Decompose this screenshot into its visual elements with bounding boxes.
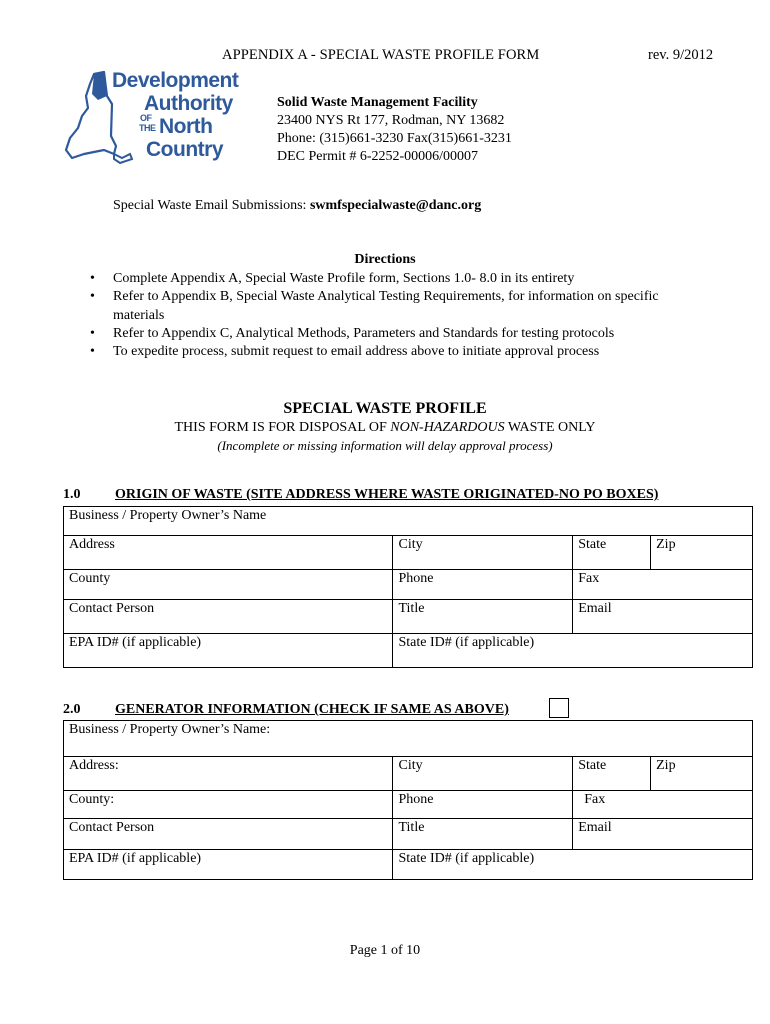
section-1-title: ORIGIN OF WASTE (SITE ADDRESS WHERE WASTE ORIGINATED-NO PO BOXES) [115,487,659,502]
email-field[interactable]: Email [573,819,753,850]
zip-field[interactable]: Zip [651,536,753,570]
epa-id-field[interactable]: EPA ID# (if applicable) [64,850,393,880]
address-field[interactable]: Address [64,536,393,570]
county-field[interactable]: County [64,570,393,600]
list-item: • Refer to Appendix B, Special Waste Analytical Testing Requirements, for information on specific materials [90,289,659,323]
fax-field[interactable]: Fax [573,791,753,819]
email-submissions [113,198,481,214]
bullet-icon: • [90,344,95,360]
logo-line-the: THE [139,123,156,133]
section-2-table [63,720,753,880]
zip-field[interactable]: Zip [651,757,753,791]
directions-heading: Directions [354,252,416,267]
title-field[interactable]: Title [393,819,573,850]
contact-person-field[interactable]: Contact Person [64,819,393,850]
state-id-field[interactable]: State ID# (if applicable) [393,850,753,880]
page-number: Page 1 of 10 [349,943,421,958]
state-id-field[interactable]: State ID# (if applicable) [393,634,753,668]
profile-subtitle: THIS FORM IS FOR DISPOSAL OF NON-HAZARDOUS WASTE ONLY [174,420,596,435]
city-field[interactable]: City [393,757,573,791]
city-field[interactable]: City [393,536,573,570]
logo-line-development: Development [112,69,239,92]
county-field[interactable]: County: [64,791,393,819]
list-item: • Complete Appendix A, Special Waste Profile form, Sections 1.0- 8.0 in its entirety [90,270,690,288]
facility-name: Solid Waste Management Facility [277,95,478,110]
facility-permit: DEC Permit # 6-2252-00006/00007 [277,149,479,164]
logo-line-country: Country [146,138,223,161]
section-2-heading [63,702,509,718]
bullet-icon: • [90,271,95,286]
email-label: Special Waste Email Submissions: [113,198,310,213]
state-field[interactable]: State [573,536,651,570]
section-1-heading [63,487,658,503]
phone-field[interactable]: Phone [393,570,573,600]
phone-field[interactable]: Phone [393,791,573,819]
email-field[interactable]: Email [573,600,753,634]
title-field[interactable]: Title [393,600,573,634]
facility-address: 23400 NYS Rt 177, Rodman, NY 13682 [277,113,505,128]
revision-label: rev. 9/2012 [648,47,714,63]
section-2-title: GENERATOR INFORMATION (CHECK IF SAME AS ABOVE) [115,702,509,717]
email-address[interactable]: swmfspecialwaste@danc.org [309,198,482,213]
section-2-number: 2.0 [63,702,81,717]
state-field[interactable]: State [573,757,651,791]
facility-info [277,94,512,166]
bullet-icon: • [90,325,95,341]
logo-line-north: North [159,115,213,138]
profile-note: (Incomplete or missing information will delay approval process) [217,438,553,453]
danc-logo [64,66,239,176]
owner-name-field[interactable]: Business / Property Owner’s Name [64,507,753,536]
same-as-above-checkbox[interactable] [549,698,569,718]
contact-person-field[interactable]: Contact Person [64,600,393,634]
fax-field[interactable]: Fax [573,570,753,600]
directions-list [90,270,690,361]
facility-phone: Phone: (315)661-3230 Fax(315)661-3231 [277,131,512,146]
logo-line-authority: Authority [144,92,233,115]
logo-line-of: OF [140,113,152,123]
list-item: • Refer to Appendix C, Analytical Methods, Parameters and Standards for testing protocols [90,325,690,343]
section-1-table [63,506,753,668]
list-item: • To expedite process, submit request to email address above to initiate approval process [90,343,690,361]
owner-name-field[interactable]: Business / Property Owner’s Name: [64,721,753,757]
epa-id-field[interactable]: EPA ID# (if applicable) [64,634,393,668]
section-1-number: 1.0 [63,487,81,502]
bullet-icon: • [90,289,95,305]
address-field[interactable]: Address: [64,757,393,791]
form-title: APPENDIX A - SPECIAL WASTE PROFILE FORM [222,47,540,63]
profile-title: SPECIAL WASTE PROFILE [283,400,487,417]
